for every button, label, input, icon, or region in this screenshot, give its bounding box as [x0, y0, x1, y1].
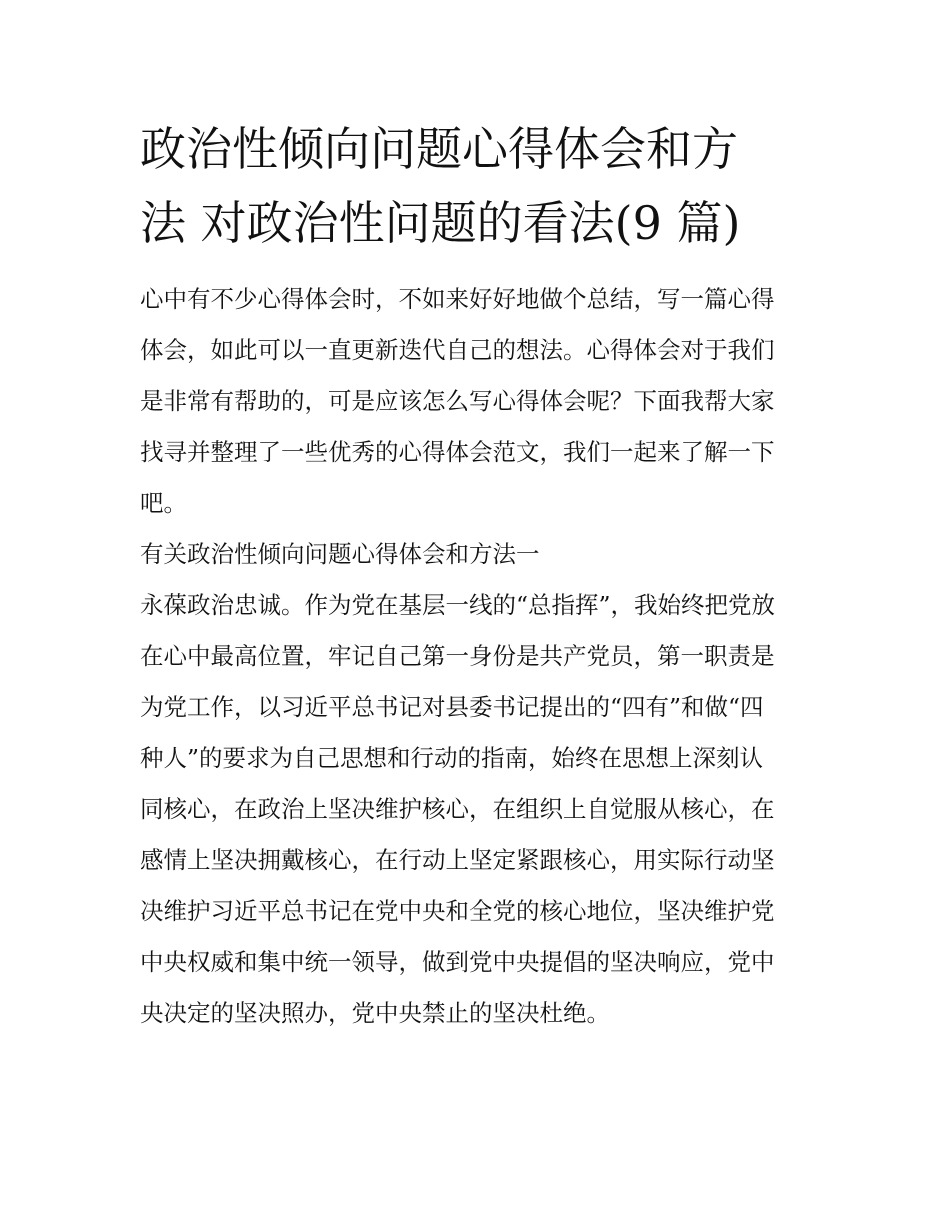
- body-line: 中央权威和集中统一领导，做到党中央提倡的坚决响应，党中: [140, 948, 775, 976]
- intro-line: 吧。: [140, 489, 187, 517]
- body-line: 央决定的坚决照办，党中央禁止的坚决杜绝。: [140, 999, 610, 1027]
- title-line: 政治性倾向问题心得体会和方: [140, 122, 738, 176]
- body-line: 决维护习近平总书记在党中央和全党的核心地位，坚决维护党: [140, 897, 775, 925]
- body-line: 同核心，在政治上坚决维护核心，在组织上自觉服从核心，在: [140, 795, 775, 823]
- intro-line: 心中有不少心得体会时，不如来好好地做个总结，写一篇心得: [140, 285, 775, 313]
- body-paragraph: [140, 580, 812, 1039]
- body-line: 为党工作，以习近平总书记对县委书记提出的“四有”和做“四: [140, 693, 764, 721]
- body-line: 永葆政治忠诚。作为党在基层一线的“总指挥”，我始终把党放: [140, 591, 776, 619]
- body-line: 种人”的要求为自己思想和行动的指南，始终在思想上深刻认: [140, 744, 764, 772]
- title-line: 法 对政治性问题的看法(9 篇): [140, 196, 741, 250]
- intro-line: 是非常有帮助的，可是应该怎么写心得体会呢？下面我帮大家: [140, 387, 775, 415]
- document-page: [140, 112, 812, 1039]
- body-line: 感情上坚决拥戴核心，在行动上坚定紧跟核心，用实际行动坚: [140, 846, 775, 874]
- section-heading: 有关政治性倾向问题心得体会和方法一: [140, 540, 540, 568]
- intro-line: 体会，如此可以一直更新迭代自己的想法。心得体会对于我们: [140, 336, 775, 364]
- intro-paragraph: [140, 274, 812, 529]
- body-line: 在心中最高位置，牢记自己第一身份是共产党员，第一职责是: [140, 642, 775, 670]
- document-title: [140, 112, 812, 260]
- intro-line: 找寻并整理了一些优秀的心得体会范文，我们一起来了解一下: [140, 438, 775, 466]
